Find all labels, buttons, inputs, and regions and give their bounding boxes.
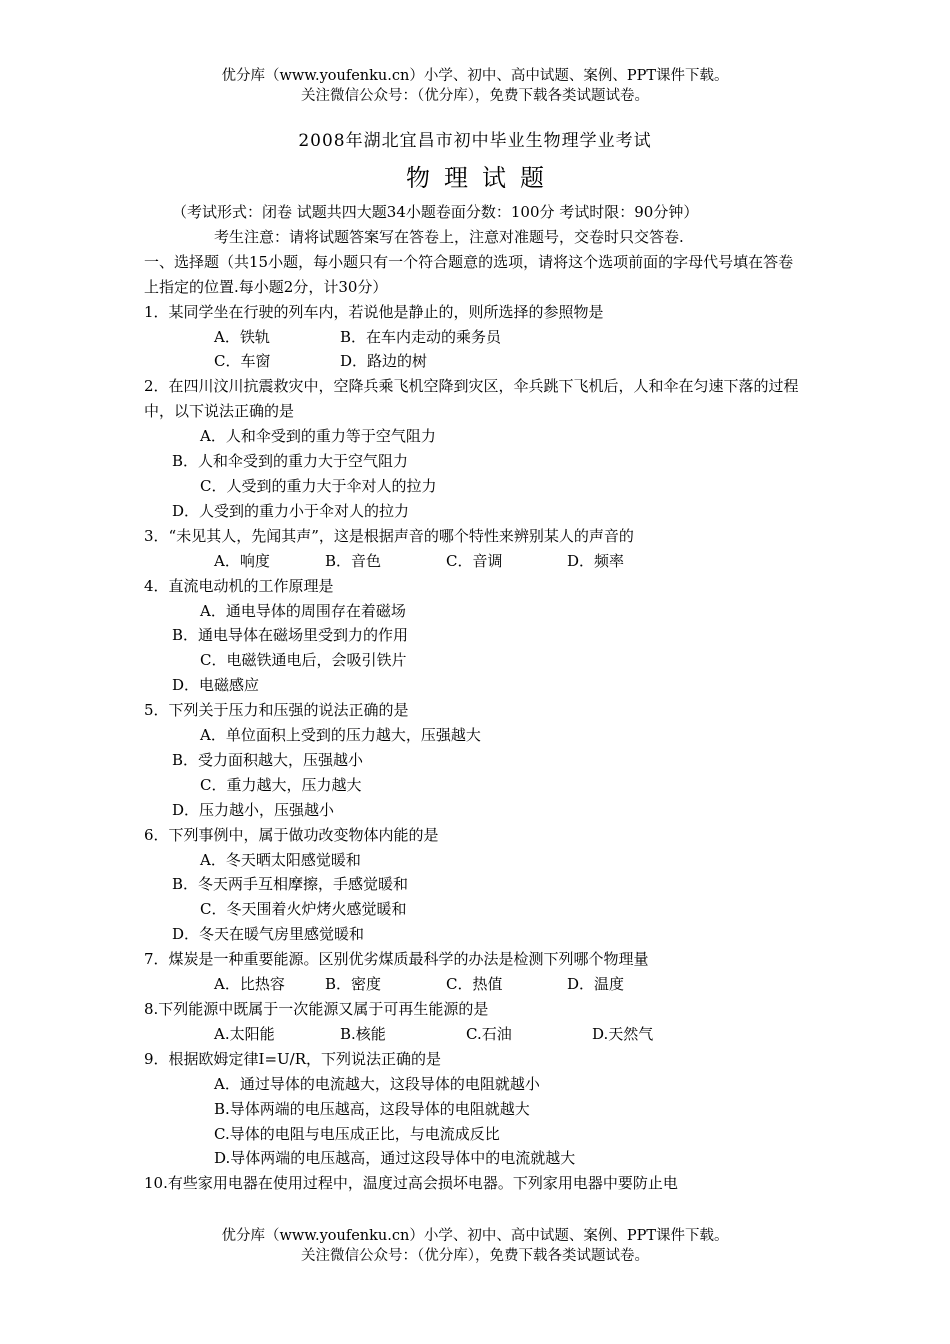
exam-title: 2008年湖北宜昌市初中毕业生物理学业考试 <box>298 131 652 151</box>
question-3-option-d: D．频率 <box>567 551 625 570</box>
question-8-option-d: D.天然气 <box>592 1024 654 1043</box>
section-1-heading: 一、选择题（共15小题，每小题只有一个符合题意的选项，请将这个选项前面的字母代号填在答卷上指定的位置.每小题2分，计30分） <box>144 252 794 296</box>
question-4-option-d: D．电磁感应 <box>172 676 260 695</box>
exam-notice: 考生注意：请将试题答案写在答卷上，注意对准题号，交卷时只交答卷. <box>214 227 684 246</box>
question-5-option-b: B．受力面积越大，压强越小 <box>172 750 364 769</box>
exam-info: （考试形式：闭卷 试题共四大题34小题卷面分数：100分 考试时限：90分钟） <box>172 203 699 221</box>
question-4-option-b: B．通电导体在磁场里受到力的作用 <box>172 626 409 645</box>
question-5-stem: 5．下列关于压力和压强的说法正确的是 <box>144 701 409 720</box>
page-footer <box>0 1226 950 1266</box>
question-6-option-a: A．冬天晒太阳感觉暖和 <box>200 850 361 869</box>
question-2-option-a: A．人和伞受到的重力等于空气阻力 <box>200 427 436 446</box>
question-2-option-b: B．人和伞受到的重力大于空气阻力 <box>172 452 409 471</box>
header-line-1: 优分库（www.youfenku.cn）小学、初中、高中试题、案例、PPT课件下载。 <box>221 68 729 84</box>
question-1-option-d: D．路边的树 <box>340 352 428 371</box>
exam-body <box>144 200 808 1196</box>
question-1-options-row-1 <box>144 325 808 350</box>
question-3-options <box>144 549 808 574</box>
question-5-option-a: A．单位面积上受到的压力越大，压强越大 <box>200 726 481 745</box>
question-4-option-a: A．通电导体的周围存在着磁场 <box>200 601 406 620</box>
question-3-option-b: B．音色 <box>325 551 382 570</box>
footer-line-1: 优分库（www.youfenku.cn）小学、初中、高中试题、案例、PPT课件下载。 <box>221 1228 729 1244</box>
question-1-option-b: B．在车内走动的乘务员 <box>340 327 502 346</box>
question-7-option-b: B．密度 <box>325 975 382 994</box>
question-8-stem: 8.下列能源中既属于一次能源又属于可再生能源的是 <box>144 1000 489 1018</box>
question-2-stem: 2．在四川汶川抗震救灾中，空降兵乘飞机空降到灾区，伞兵跳下飞机后，人和伞在匀速下落的过程中，以下说法正确的是 <box>144 377 799 421</box>
question-9-option-c: C.导体的电阻与电压成正比，与电流成反比 <box>214 1124 500 1143</box>
question-2-option-c: C．人受到的重力大于伞对人的拉力 <box>200 476 437 495</box>
question-3-option-a: A．响度 <box>214 551 270 570</box>
question-9-stem: 9．根据欧姆定律I=U/R，下列说法正确的是 <box>144 1049 442 1068</box>
question-6-option-b: B．冬天两手互相摩擦，手感觉暖和 <box>172 875 409 894</box>
question-9-option-a: A．通过导体的电流越大，这段导体的电阻就越小 <box>214 1074 540 1093</box>
question-6-stem: 6．下列事例中，属于做功改变物体内能的是 <box>144 825 439 844</box>
question-6-option-c: C．冬天围着火炉烤火感觉暖和 <box>200 900 407 919</box>
question-8-option-c: C.石油 <box>466 1024 512 1043</box>
header-line-2: 关注微信公众号：（优分库），免费下载各类试题试卷。 <box>301 88 649 104</box>
question-8-option-a: A.太阳能 <box>214 1024 275 1043</box>
question-9-option-b: B.导体两端的电压越高，这段导体的电阻就越大 <box>214 1099 530 1118</box>
question-3-option-c: C．音调 <box>446 551 503 570</box>
question-7-stem: 7．煤炭是一种重要能源。区别优劣煤质最科学的办法是检测下列哪个物理量 <box>144 950 649 969</box>
question-1-stem: 1．某同学坐在行驶的列车内，若说他是静止的，则所选择的参照物是 <box>144 302 604 321</box>
question-1-options-row-2 <box>144 349 808 374</box>
question-7-option-a: A．比热容 <box>214 975 285 994</box>
subject-title: 物理试题 <box>406 164 558 192</box>
question-7-option-d: D．温度 <box>567 975 625 994</box>
question-7-options <box>144 972 808 997</box>
question-4-option-c: C．电磁铁通电后，会吸引铁片 <box>200 651 407 670</box>
question-3-stem: 3．“未见其人，先闻其声”，这是根据声音的哪个特性来辨别某人的声音的 <box>144 526 634 545</box>
page-header <box>0 66 950 106</box>
question-4-stem: 4．直流电动机的工作原理是 <box>144 576 334 595</box>
question-9-option-d: D.导体两端的电压越高，通过这段导体中的电流就越大 <box>214 1149 576 1168</box>
question-10-stem: 10.有些家用电器在使用过程中，温度过高会损坏电器。下列家用电器中要防止电 <box>144 1174 678 1193</box>
question-1-option-a: A．铁轨 <box>214 327 270 346</box>
question-8-option-b: B.核能 <box>340 1024 386 1043</box>
question-5-option-d: D．压力越小，压强越小 <box>172 800 335 819</box>
question-2-option-d: D．人受到的重力小于伞对人的拉力 <box>172 501 410 520</box>
footer-line-2: 关注微信公众号：（优分库），免费下载各类试题试卷。 <box>301 1248 649 1264</box>
question-7-option-c: C．热值 <box>446 975 503 994</box>
question-5-option-c: C．重力越大，压力越大 <box>200 775 362 794</box>
question-6-option-d: D．冬天在暖气房里感觉暖和 <box>172 925 365 944</box>
question-1-option-c: C．车窗 <box>214 352 271 371</box>
question-8-options <box>144 1022 808 1047</box>
